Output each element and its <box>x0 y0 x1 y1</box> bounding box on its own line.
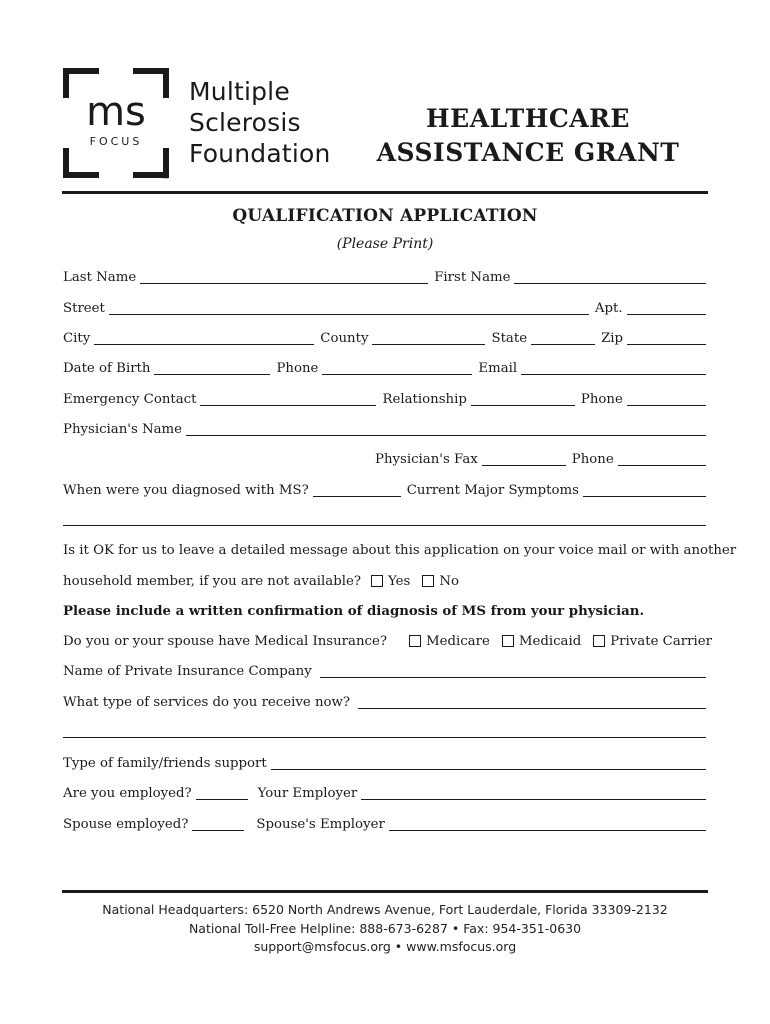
diagnosed-field[interactable] <box>313 484 401 497</box>
insurance-row <box>63 634 712 650</box>
last-name-field[interactable] <box>140 271 428 284</box>
yes-checkbox[interactable] <box>371 575 383 587</box>
private-insurance-row <box>63 664 706 680</box>
emergency-row <box>63 392 706 408</box>
medicare-option[interactable] <box>403 634 496 650</box>
spouse-employer-field[interactable] <box>389 818 706 831</box>
medicare-label: Medicare <box>425 634 490 649</box>
physician-phone-label: Phone <box>571 452 614 467</box>
street-label: Street <box>63 301 105 316</box>
no-checkbox[interactable] <box>422 575 434 587</box>
phone-label: Phone <box>276 361 319 376</box>
header-divider <box>62 191 708 194</box>
services-continuation-field[interactable] <box>63 725 706 738</box>
private-carrier-checkbox[interactable] <box>593 635 605 647</box>
employment-row <box>63 786 706 802</box>
symptoms-continuation-field[interactable] <box>63 513 706 526</box>
ms-focus-logo-icon <box>62 67 170 179</box>
city-row <box>63 331 706 347</box>
no-label: No <box>439 574 459 589</box>
diagnosis-row <box>63 483 706 499</box>
footer-web: support@msfocus.org • www.msfocus.org <box>253 939 517 954</box>
footer <box>0 901 770 957</box>
diagnosed-label: When were you diagnosed with MS? <box>63 483 309 498</box>
services-continuation-row <box>63 725 706 740</box>
voicemail-question-row <box>63 543 737 559</box>
state-label: State <box>491 331 528 346</box>
family-support-label: Type of family/friends support <box>63 756 267 771</box>
family-support-field[interactable] <box>271 757 706 770</box>
zip-label: Zip <box>601 331 624 346</box>
services-row <box>63 695 706 711</box>
dob-field[interactable] <box>154 362 270 375</box>
no-option[interactable] <box>416 574 465 590</box>
insurance-question: Do you or your spouse have Medical Insurance? <box>63 634 387 649</box>
services-label: What type of services do you receive now? <box>63 695 351 710</box>
private-carrier-option[interactable] <box>587 634 718 650</box>
relationship-label: Relationship <box>382 392 467 407</box>
medicare-checkbox[interactable] <box>409 635 421 647</box>
grant-title-line: ASSISTANCE GRANT <box>376 138 680 167</box>
contact-row <box>63 361 706 377</box>
physician-fax-label: Physician's Fax <box>375 452 478 467</box>
footer-address: National Headquarters: 6520 North Andrews Avenue, Fort Lauderdale, Florida 33309-2132 <box>102 902 668 917</box>
phone-field[interactable] <box>322 362 472 375</box>
private-insurance-field[interactable] <box>320 665 706 678</box>
medicaid-option[interactable] <box>496 634 587 650</box>
confirmation-note-row <box>63 604 706 620</box>
yes-option[interactable] <box>365 574 416 590</box>
last-name-label: Last Name <box>63 270 137 285</box>
voicemail-question-text-2: household member, if you are not available? <box>63 574 361 589</box>
name-row <box>63 270 706 286</box>
street-field[interactable] <box>109 302 589 315</box>
physician-fax-field[interactable] <box>482 453 566 466</box>
spouse-employed-label: Spouse employed? <box>63 817 189 832</box>
application-subtitle: (Please Print) <box>336 236 434 252</box>
footer-divider <box>62 890 708 893</box>
emergency-phone-field[interactable] <box>627 393 706 406</box>
grant-title-line: HEALTHCARE <box>426 104 630 133</box>
private-carrier-label: Private Carrier <box>610 634 712 649</box>
footer-phone: National Toll-Free Helpline: 888-673-6287 • Fax: 954-351-0630 <box>188 920 582 936</box>
org-name-line: Sclerosis <box>189 108 301 137</box>
services-field[interactable] <box>358 696 706 709</box>
county-label: County <box>320 331 369 346</box>
physician-name-label: Physician's Name <box>63 422 183 437</box>
employer-field[interactable] <box>361 787 706 800</box>
apt-label: Apt. <box>594 301 623 316</box>
employed-field[interactable] <box>196 787 248 800</box>
email-field[interactable] <box>521 362 706 375</box>
symptoms-label: Current Major Symptoms <box>406 483 579 498</box>
dob-label: Date of Birth <box>63 361 151 376</box>
spouse-employer-label: Spouse's Employer <box>256 817 385 832</box>
voicemail-answer-row <box>63 574 706 590</box>
employed-label: Are you employed? <box>63 786 192 801</box>
first-name-field[interactable] <box>514 271 706 284</box>
org-name-line: Foundation <box>189 139 331 168</box>
county-field[interactable] <box>372 332 485 345</box>
emergency-phone-label: Phone <box>580 392 623 407</box>
symptoms-continuation-row <box>63 513 706 528</box>
physician-row <box>63 422 706 438</box>
family-support-row <box>63 756 706 772</box>
email-label: Email <box>478 361 518 376</box>
medicaid-label: Medicaid <box>518 634 582 649</box>
city-field[interactable] <box>94 332 314 345</box>
spouse-employment-row <box>63 817 706 833</box>
org-name-line: Multiple <box>189 77 290 106</box>
first-name-label: First Name <box>434 270 511 285</box>
org-name <box>189 76 331 169</box>
physician-phone-field[interactable] <box>618 453 706 466</box>
confirmation-note: Please include a written confirmation of diagnosis of MS from your physician. <box>63 604 645 619</box>
logo-tm: TM <box>162 175 168 179</box>
emergency-contact-field[interactable] <box>200 393 376 406</box>
zip-field[interactable] <box>627 332 706 345</box>
application-title: QUALIFICATION APPLICATION <box>232 206 538 226</box>
city-label: City <box>63 331 91 346</box>
yes-label: Yes <box>388 574 411 589</box>
symptoms-field[interactable] <box>583 484 706 497</box>
apt-field[interactable] <box>627 302 706 315</box>
voicemail-question-text: Is it OK for us to leave a detailed message about this application on your voice mail or with another <box>63 543 737 558</box>
private-insurance-label: Name of Private Insurance Company <box>63 664 312 679</box>
physician-name-field[interactable] <box>186 423 706 436</box>
employer-label: Your Employer <box>257 786 358 801</box>
logo-mark-text: ms <box>86 89 146 135</box>
grant-title <box>370 102 686 170</box>
medicaid-checkbox[interactable] <box>502 635 514 647</box>
state-field[interactable] <box>531 332 595 345</box>
logo-mark-sub: FOCUS <box>89 135 143 148</box>
relationship-field[interactable] <box>471 393 575 406</box>
physician-fax-row <box>375 452 706 468</box>
emergency-contact-label: Emergency Contact <box>63 392 197 407</box>
street-row <box>63 301 706 317</box>
spouse-employed-field[interactable] <box>192 818 244 831</box>
